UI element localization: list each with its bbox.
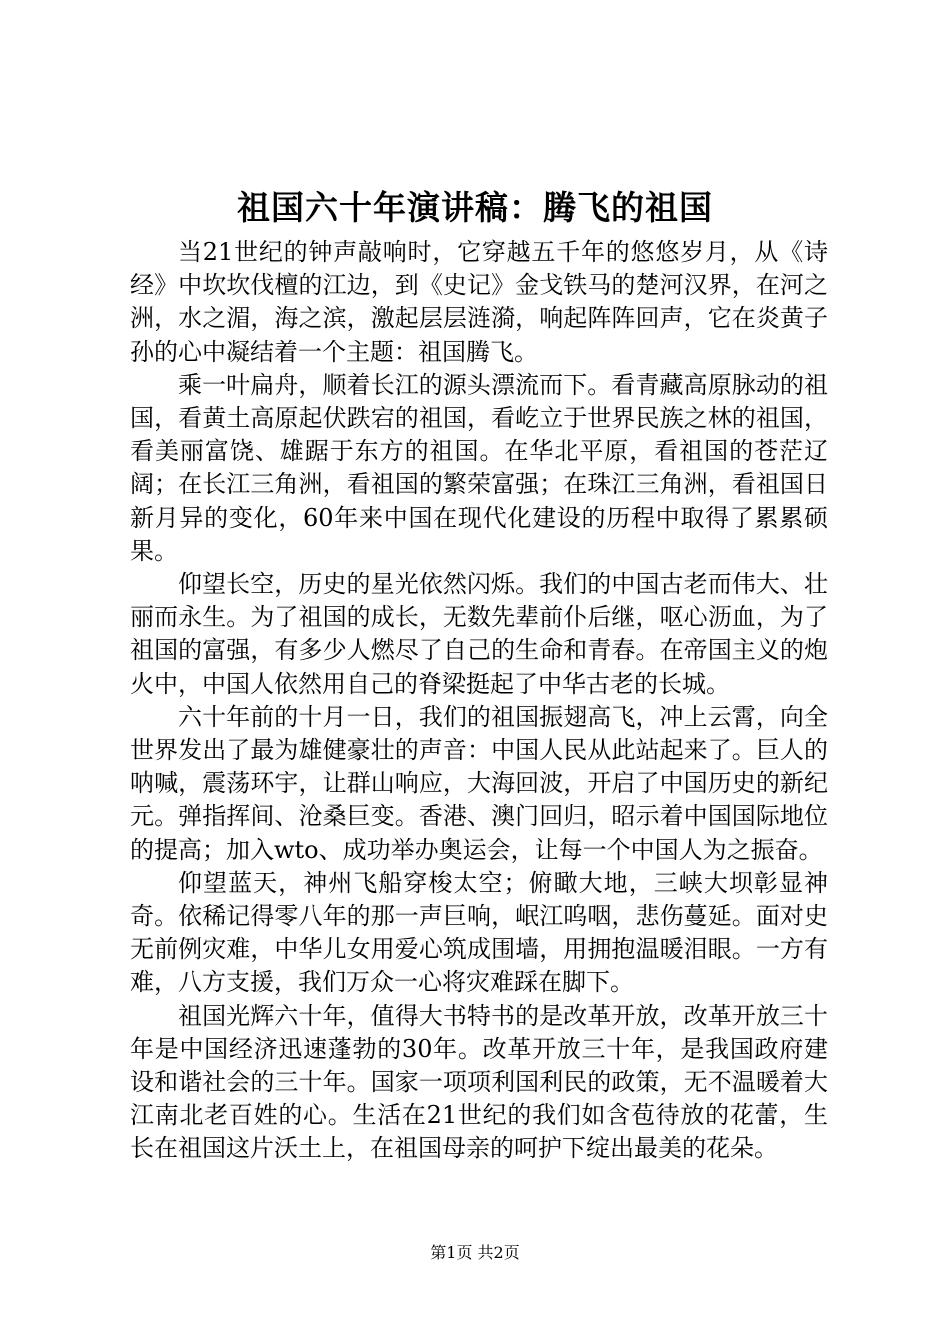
paragraph-2: 乘一叶扁舟，顺着长江的源头漂流而下。看青藏高原脉动的祖国，看黄土高原起伏跌宕的祖国，看屹立于世界民族之林的祖国，看美丽富饶、雄踞于东方的祖国。在华北平原，看祖国的苍茫辽阔；在长江三角洲，看祖国的繁荣富强；在珠江三角洲，看祖国日新月异的变化，60年来中国在现代化建设的历程中取得了累累硕果。: [130, 370, 828, 565]
page-footer: 第1页 共2页: [430, 1243, 520, 1262]
document-body: [130, 236, 828, 1166]
paragraph-4: 六十年前的十月一日，我们的祖国振翅高飞，冲上云霄，向全世界发出了最为雄健豪壮的声音：中国人民从此站起来了。巨人的呐喊，震荡环宇，让群山响应，大海回波，开启了中国历史的新纪元。弹指挥间、沧桑巨变。香港、澳门回归，昭示着中国国际地位的提高；加入wto、成功举办奥运会，让每一个中国人为之振奋。: [130, 702, 828, 864]
paragraph-5: 仰望蓝天，神州飞船穿梭太空；俯瞰大地，三峡大坝彰显神奇。依稀记得零八年的那一声巨响，岷江呜咽，悲伤蔓延。面对史无前例灾难，中华儿女用爱心筑成围墙，用拥抱温暖泪眼。一方有难，八方支援，我们万众一心将灾难踩在脚下。: [130, 868, 828, 997]
paragraph-6: 祖国光辉六十年，值得大书特书的是改革开放，改革开放三十年是中国经济迅速蓬勃的30年。改革开放三十年，是我国政府建设和谐社会的三十年。国家一项项利国利民的政策，无不温暖着大江南北老百姓的心。生活在21世纪的我们如含苞待放的花蕾，生长在祖国这片沃土上，在祖国母亲的呵护下绽出最美的花朵。: [130, 1001, 828, 1163]
paragraph-1: 当21世纪的钟声敲响时，它穿越五千年的悠悠岁月，从《诗经》中坎坎伐檀的江边，到《史记》金戈铁马的楚河汉界，在河之洲，水之湄，海之滨，激起层层涟漪，响起阵阵回声，它在炎黄子孙的心中凝结着一个主题：祖国腾飞。: [130, 238, 828, 366]
paragraph-3: 仰望长空，历史的星光依然闪烁。我们的中国古老而伟大、壮丽而永生。为了祖国的成长，无数先辈前仆后继，呕心沥血，为了祖国的富强，有多少人燃尽了自己的生命和青春。在帝国主义的炮火中，中国人依然用自己的脊梁挺起了中华古老的长城。: [130, 570, 828, 698]
document-title: 祖国六十年演讲稿：腾飞的祖国: [237, 188, 713, 227]
